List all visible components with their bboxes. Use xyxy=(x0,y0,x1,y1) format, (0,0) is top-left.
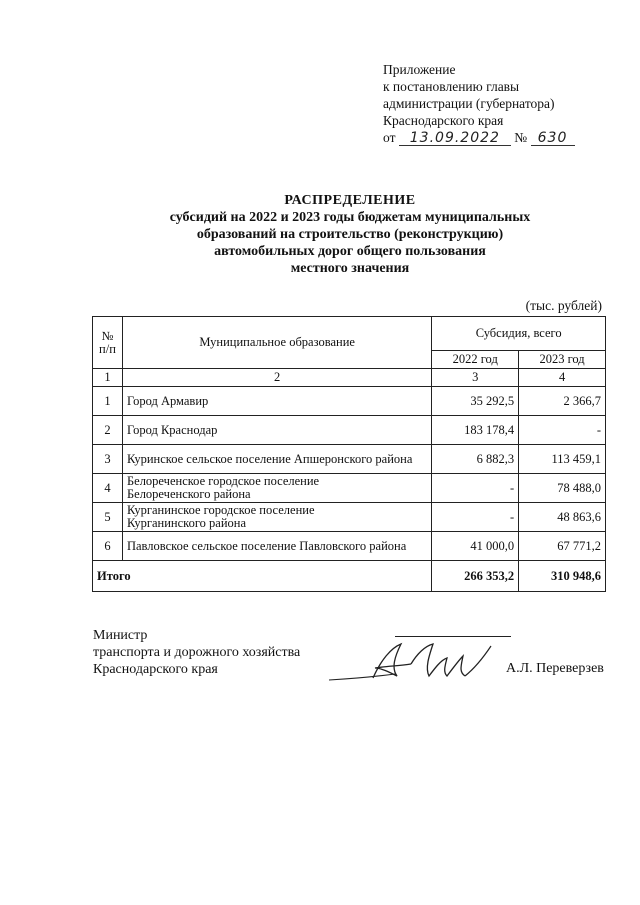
header-row xyxy=(93,317,606,351)
row-municipality xyxy=(122,474,431,503)
table-row xyxy=(93,416,606,445)
row-value-2022: - xyxy=(432,474,519,503)
number-sign: № xyxy=(514,130,528,145)
row-municipality: Город Армавир xyxy=(122,387,431,416)
row-number: 2 xyxy=(93,416,123,445)
row-value-2023: 67 771,2 xyxy=(519,532,606,561)
appendix-line-3: администрации (губернатора) xyxy=(383,96,555,111)
appendix-header xyxy=(383,61,575,146)
row-value-2022: 183 178,4 xyxy=(432,416,519,445)
appendix-line-2: к постановлению главы xyxy=(383,79,520,94)
header-subsidy: Субсидия, всего xyxy=(432,317,606,351)
row-value-2022: 6 882,3 xyxy=(432,445,519,474)
title-line-4: местного значения xyxy=(290,261,410,276)
row-value-2023: 78 488,0 xyxy=(519,474,606,503)
col-number-1: 1 xyxy=(93,369,123,387)
appendix-date-line xyxy=(383,129,575,146)
title-line-1: субсидий на 2022 и 2023 годы бюджетам муниципальных xyxy=(169,210,531,225)
handwritten-number: 630 xyxy=(531,131,575,146)
total-value-2022: 266 353,2 xyxy=(432,561,519,592)
row-municipality-line2: Курганинского района xyxy=(126,516,247,530)
column-number-row xyxy=(93,369,606,387)
table-row xyxy=(93,503,606,532)
handwritten-signature xyxy=(325,638,505,684)
table-row xyxy=(93,445,606,474)
row-value-2023: 2 366,7 xyxy=(519,387,606,416)
minister-title-line-1: Министр xyxy=(93,628,148,643)
total-row xyxy=(93,561,606,592)
document-title xyxy=(100,192,600,277)
header-year-2022: 2022 год xyxy=(432,351,519,369)
row-value-2023: - xyxy=(519,416,606,445)
header-municipality: Муниципальное образование xyxy=(122,317,431,369)
row-value-2022: 41 000,0 xyxy=(432,532,519,561)
row-municipality-line2: Белореченского района xyxy=(126,487,251,501)
row-municipality xyxy=(122,503,431,532)
row-municipality-line1: Курганинское городское поселение xyxy=(126,503,315,517)
total-label: Итого xyxy=(93,561,432,592)
row-municipality: Павловское сельское поселение Павловского района xyxy=(122,532,431,561)
appendix-line-4: Краснодарского края xyxy=(383,113,504,128)
row-value-2023: 48 863,6 xyxy=(519,503,606,532)
table-row xyxy=(93,532,606,561)
date-prefix: от xyxy=(383,130,396,145)
header-num-line2: п/п xyxy=(99,341,116,356)
row-municipality: Город Краснодар xyxy=(122,416,431,445)
units-label: (тыс. рублей) xyxy=(525,298,602,313)
row-number: 5 xyxy=(93,503,123,532)
signature-line xyxy=(395,636,511,637)
title-line-2: образований на строительство (реконструкцию) xyxy=(196,227,504,242)
appendix-line-1: Приложение xyxy=(383,62,456,77)
col-number-4: 4 xyxy=(519,369,606,387)
header-year-2023: 2023 год xyxy=(519,351,606,369)
row-value-2022: - xyxy=(432,503,519,532)
subsidy-table xyxy=(92,316,606,592)
row-number: 3 xyxy=(93,445,123,474)
row-municipality-line1: Белореченское городское поселение xyxy=(126,474,320,488)
title-line-3: автомобильных дорог общего пользования xyxy=(214,244,486,259)
header-num-line1: № xyxy=(101,328,114,343)
signature-block xyxy=(93,627,300,678)
col-number-3: 3 xyxy=(432,369,519,387)
row-value-2022: 35 292,5 xyxy=(432,387,519,416)
minister-title-line-3: Краснодарского края xyxy=(93,662,218,677)
handwritten-date: 13.09.2022 xyxy=(399,131,511,146)
minister-title-line-2: транспорта и дорожного хозяйства xyxy=(93,645,301,660)
col-number-2: 2 xyxy=(122,369,431,387)
row-number: 1 xyxy=(93,387,123,416)
table-row xyxy=(93,387,606,416)
header-num xyxy=(93,317,123,369)
row-number: 4 xyxy=(93,474,123,503)
row-value-2023: 113 459,1 xyxy=(519,445,606,474)
total-value-2023: 310 948,6 xyxy=(519,561,606,592)
row-number: 6 xyxy=(93,532,123,561)
table-row xyxy=(93,474,606,503)
row-municipality: Куринское сельское поселение Апшеронского района xyxy=(122,445,431,474)
signer-name: А.Л. Переверзев xyxy=(506,661,604,676)
title-main: РАСПРЕДЕЛЕНИЕ xyxy=(284,193,416,208)
